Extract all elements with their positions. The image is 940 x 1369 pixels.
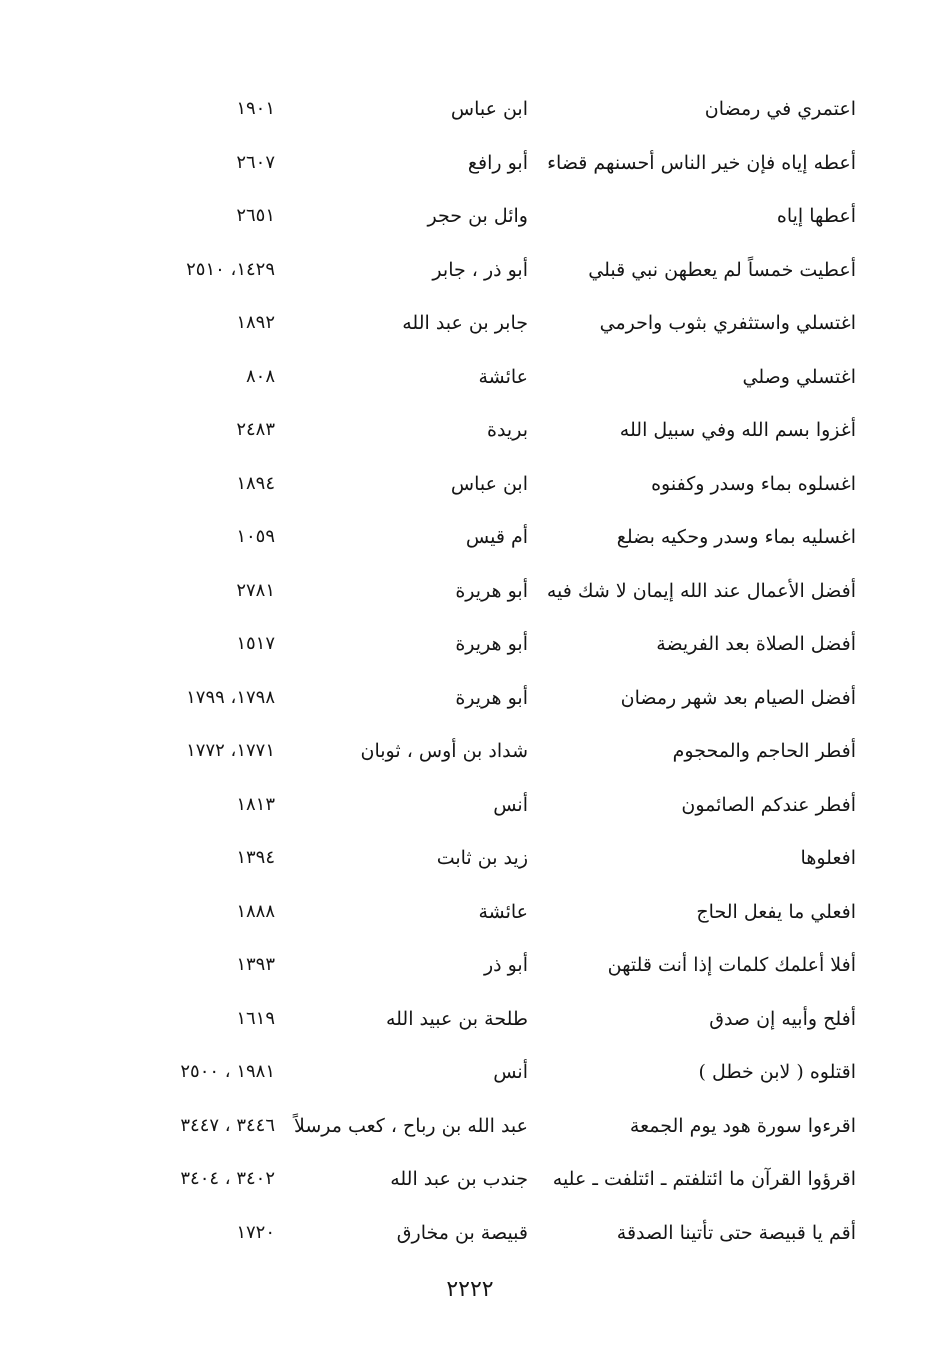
hadith-text: اغتسلي واستثفري بثوب واحرمي — [599, 312, 856, 334]
hadith-number: ١٦١٩ — [236, 1007, 275, 1029]
hadith-text: افعلوها — [800, 847, 856, 869]
hadith-number: ٢٦٥١ — [236, 205, 275, 226]
narrator-name: عبد الله بن رباح ، كعب مرسلاً — [293, 1114, 528, 1137]
narrator-name: ابن عباس — [450, 472, 528, 495]
hadith-text: أفطر عندكم الصائمون — [681, 793, 856, 816]
narrator-name: طلحة بن عبيد الله — [385, 1007, 528, 1030]
hadith-number: ١٠٥٩ — [236, 526, 275, 547]
hadith-text: أعطها إياه — [776, 205, 856, 227]
narrator-name: بريدة — [487, 419, 528, 441]
narrator-name: أبو هريرة — [455, 579, 528, 602]
table-row — [0, 992, 940, 1046]
table-row — [0, 1045, 940, 1099]
narrator-name: وائل بن حجر — [427, 205, 528, 227]
table-row — [0, 617, 940, 671]
hadith-number: ١٣٩٤ — [236, 847, 275, 868]
narrator-name: ابن عباس — [450, 98, 528, 120]
narrator-name: جابر بن عبد الله — [402, 312, 528, 334]
hadith-text: اقتلوه ( لابن خطل ) — [698, 1061, 856, 1083]
table-row — [0, 938, 940, 992]
hadith-number: ٢٧٨١ — [236, 579, 275, 601]
hadith-text: أقم يا قبيصة حتى تأتينا الصدقة — [616, 1221, 856, 1244]
hadith-number: ١٧٢٠ — [236, 1221, 275, 1243]
hadith-number: ١٩٠١ — [236, 98, 275, 119]
hadith-text: أفلح وأبيه إن صدق — [709, 1007, 856, 1030]
table-row — [0, 1152, 940, 1206]
hadith-number: ٢٤٨٣ — [236, 419, 275, 440]
hadith-number: ١٥١٧ — [236, 633, 275, 654]
table-row — [0, 1099, 940, 1153]
hadith-number: ١٨١٣ — [236, 793, 275, 815]
hadith-text: اغتسلي وصلي — [742, 365, 856, 388]
narrator-name: عائشة — [478, 900, 528, 923]
narrator-name: أبو ذر ، جابر — [432, 258, 528, 281]
narrator-name: أبو ذر — [483, 954, 528, 976]
table-row — [0, 778, 940, 832]
table-row — [0, 1206, 940, 1260]
narrator-name: أبو هريرة — [455, 686, 528, 709]
hadith-number: ١٧٩٨، ١٧٩٩ — [186, 686, 275, 708]
hadith-text: أفطر الحاجم والمحجوم — [672, 740, 856, 762]
table-row — [0, 510, 940, 564]
hadith-number: ٣٤٤٦ ، ٣٤٤٧ — [180, 1114, 275, 1136]
narrator-name: أبو رافع — [467, 151, 528, 174]
narrator-name: قبيصة بن مخارق — [396, 1221, 528, 1244]
hadith-number: ٨٠٨ — [245, 365, 275, 387]
hadith-number: ١٣٩٣ — [236, 954, 275, 975]
narrator-name: أبو هريرة — [455, 633, 528, 655]
hadith-text: اعتمري في رمضان — [704, 98, 856, 120]
hadith-text: افعلي ما يفعل الحاج — [696, 900, 856, 923]
page-number: ٢٢٢٢ — [446, 1277, 494, 1302]
table-row — [0, 831, 940, 885]
table-row — [0, 243, 940, 297]
table-row — [0, 82, 940, 136]
hadith-text: اقرؤوا القرآن ما ائتلفتم ـ ائتلفت ـ عليه — [552, 1168, 856, 1190]
narrator-name: أنس — [493, 793, 528, 816]
narrator-name: عائشة — [478, 365, 528, 388]
hadith-number: ١٨٩٢ — [236, 312, 275, 333]
hadith-text: اغسليه بماء وسدر وحكيه بضلع — [616, 526, 856, 548]
narrator-name: جندب بن عبد الله — [390, 1168, 528, 1190]
hadith-text: أغزوا بسم الله وفي سبيل الله — [619, 419, 856, 441]
hadith-text: أفضل الأعمال عند الله إيمان لا شك فيه — [546, 579, 856, 602]
table-row — [0, 885, 940, 939]
hadith-number: ١٤٢٩، ٢٥١٠ — [186, 258, 275, 280]
hadith-text: اغسلوه بماء وسدر وكفنوه — [651, 472, 856, 495]
hadith-text: أفضل الصيام بعد شهر رمضان — [620, 686, 856, 709]
hadith-text: أفلا أعلمك كلمات إذا أنت قلتهن — [607, 954, 856, 976]
narrator-name: أنس — [493, 1061, 528, 1083]
hadith-number: ١٩٨١ ، ٢٥٠٠ — [180, 1061, 275, 1082]
table-row — [0, 564, 940, 618]
table-row — [0, 403, 940, 457]
table-row — [0, 457, 940, 511]
hadith-number: ١٨٩٤ — [236, 472, 275, 494]
table-row — [0, 724, 940, 778]
table-row — [0, 136, 940, 190]
hadith-text: اقرءوا سورة هود يوم الجمعة — [629, 1114, 856, 1137]
narrator-name: شداد بن أوس ، ثوبان — [360, 740, 528, 762]
hadith-number: ٣٤٠٢ ، ٣٤٠٤ — [180, 1168, 275, 1189]
hadith-number: ١٧٧١، ١٧٧٢ — [186, 740, 275, 761]
hadith-text: أفضل الصلاة بعد الفريضة — [656, 633, 856, 655]
index-table — [0, 82, 940, 1259]
hadith-number: ٢٦٠٧ — [236, 151, 275, 173]
hadith-text: أعطيت خمساً لم يعطهن نبي قبلي — [588, 258, 856, 281]
narrator-name: زيد بن ثابت — [436, 847, 528, 869]
table-row — [0, 296, 940, 350]
table-row — [0, 671, 940, 725]
hadith-text: أعطه إياه فإن خير الناس أحسنهم قضاء — [547, 151, 856, 174]
hadith-number: ١٨٨٨ — [236, 900, 275, 922]
table-row — [0, 189, 940, 243]
narrator-name: أم قيس — [465, 526, 528, 548]
table-row — [0, 350, 940, 404]
